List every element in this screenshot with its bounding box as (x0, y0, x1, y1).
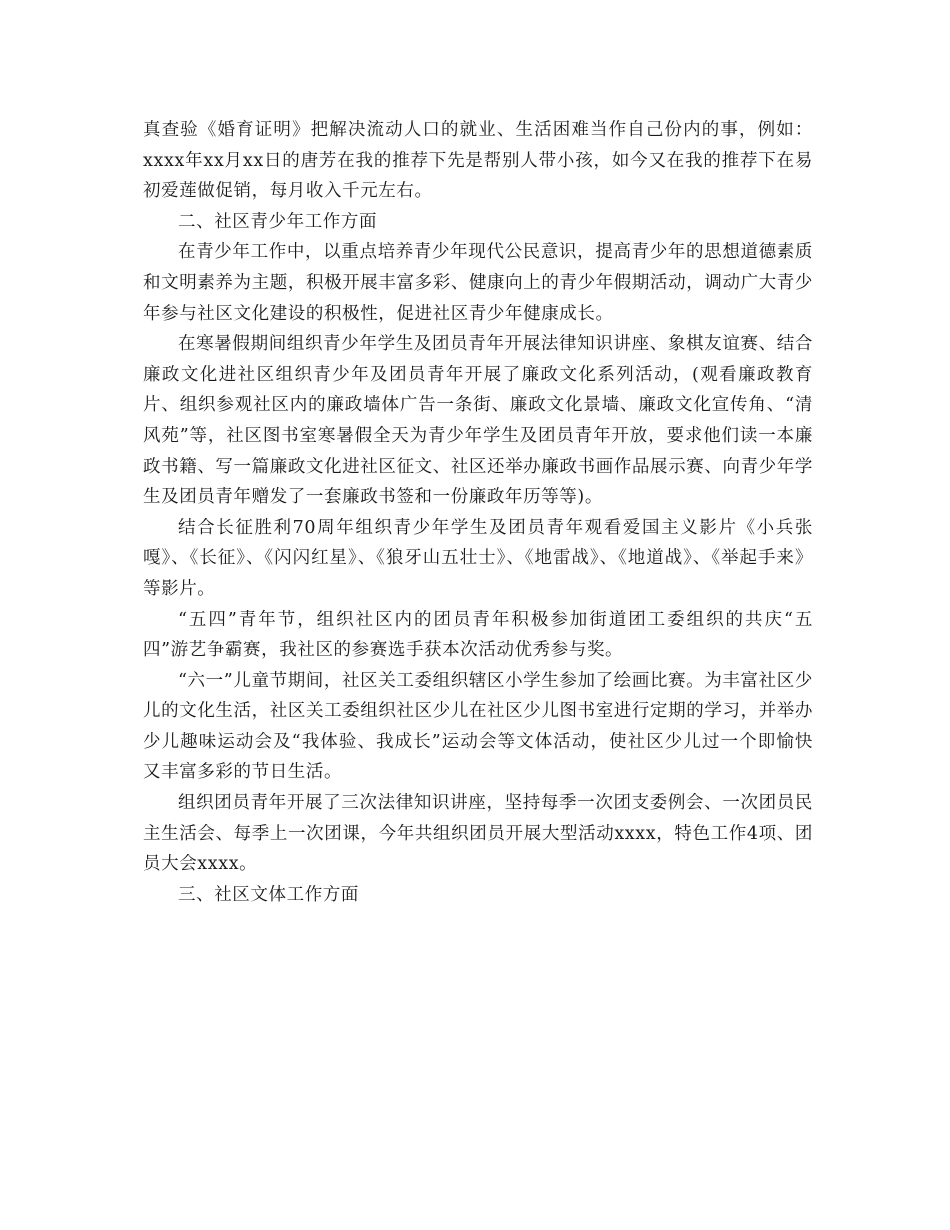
paragraph-league-members: 组织团员青年开展了三次法律知识讲座，坚持每季一次团支委例会、一次团员民主生活会、每季上一次团课，今年共组织团员开展大型活动xxxx，特色工作4项、团员大会xxxx。 (143, 793, 813, 875)
paragraph-vacation-activities: 在寒暑假期间组织青少年学生及团员青年开展法律知识讲座、象棋友谊赛、结合廉政文化进社区组织青少年及团员青年开展了廉政文化系列活动，(观看廉政教育片、组织参观社区内的廉政墙体广告一条街、廉政文化景墙、廉政文化宣传角、“清风苑”等，社区图书室寒暑假全天为青少年学生及团员青年开放，要求他们读一本廉政书籍、写一篇廉政文化进社区征文、社区还举办廉政书画作品展示赛、向青少年学生及团员青年赠发了一套廉政书签和一份廉政年历等等)。 (143, 334, 813, 508)
paragraph-continuation: 真查验《婚育证明》把解决流动人口的就业、生活困难当作自己份内的事，例如：xxxx年xx月xx日的唐芳在我的推荐下先是帮别人带小孩，如今又在我的推荐下在易初爱莲做促销，每月收入千元左右。 (143, 120, 813, 202)
section-heading-youth-work: 二、社区青少年工作方面 (178, 211, 378, 232)
section-heading-culture-sports: 三、社区文体工作方面 (178, 884, 359, 905)
paragraph-childrens-day: “六一”儿童节期间，社区关工委组织辖区小学生参加了绘画比赛。为丰富社区少儿的文化生活，社区关工委组织社区少儿在社区少儿图书室进行定期的学习，并举办少儿趣味运动会及“我体验、我成长”运动会等文体活动，使社区少儿过一个即愉快又丰富多彩的节日生活。 (143, 670, 813, 783)
paragraph-may-fourth: “五四”青年节，组织社区内的团员青年积极参加街道团工委组织的共庆“五四”游艺争霸赛，我社区的参赛选手获本次活动优秀参与奖。 (143, 609, 813, 661)
document-body (143, 115, 813, 910)
paragraph-long-march-films: 结合长征胜利70周年组织青少年学生及团员青年观看爱国主义影片《小兵张嘎》、《长征》、《闪闪红星》、《狼牙山五壮士》、《地雷战》、《地道战》、《举起手来》等影片。 (143, 517, 813, 599)
paragraph-youth-intro: 在青少年工作中，以重点培养青少年现代公民意识，提高青少年的思想道德素质和文明素养为主题，积极开展丰富多彩、健康向上的青少年假期活动，调动广大青少年参与社区文化建设的积极性，促进社区青少年健康成长。 (143, 242, 813, 324)
